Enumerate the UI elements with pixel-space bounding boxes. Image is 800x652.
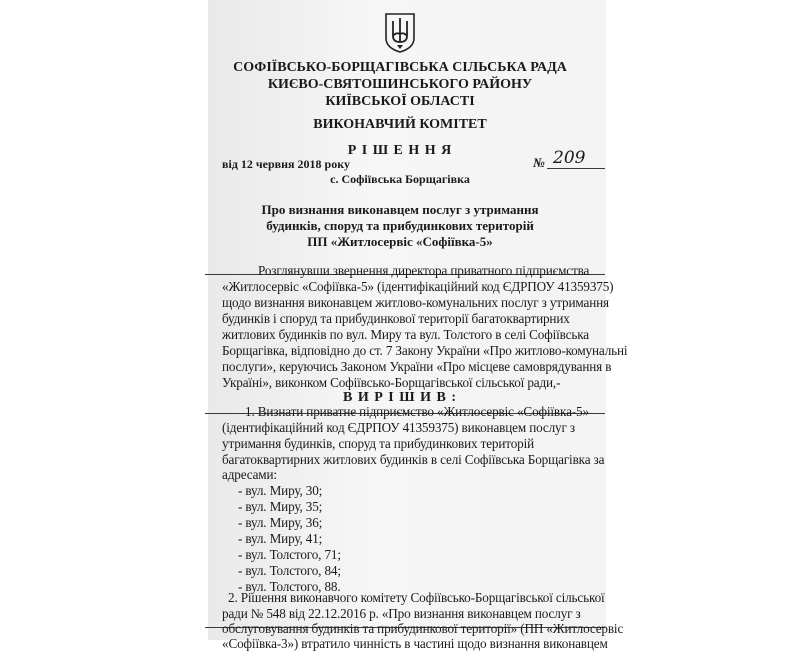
region-title: КИЇВСЬКОЇ ОБЛАСТІ (325, 94, 475, 109)
resolved-heading: В И Р І Ш И В : (343, 390, 457, 405)
item2-line: ради № 548 від 22.12.2016 р. «Про визнання виконавцем послуг з (222, 606, 581, 621)
preamble-line: будинків і споруд та прибудинкової території багатоквартирних (222, 311, 570, 326)
preamble-line: послуги», керуючись Законом України «Про місцеве самоврядування в (222, 359, 612, 374)
preamble-line: щодо визнання виконавцем житлово-комунальних послуг з утримання (222, 295, 609, 310)
decision-number-label: № (533, 155, 545, 170)
decision-number: 209 (553, 148, 586, 168)
decision-place: с. Софіївська Борщагівка (330, 172, 470, 186)
item1-line: утримання будинків, споруд та прибудинкових територій (222, 436, 535, 451)
address-item: - вул. Толстого, 71; (238, 547, 341, 562)
item2-line: обслуговування будинків та прибудинкової території» (ПП «Житлосервіс (222, 621, 624, 636)
subject-line-2: будинків, споруд та прибудинкових територій (266, 218, 534, 233)
item2-line: «Софіївка-3») втратило чинність в частині щодо визнання виконавцем (222, 636, 608, 651)
district-title: КИЄВО-СВЯТОШИНСЬКОГО РАЙОНУ (267, 77, 533, 92)
subject-line-3: ПП «Житлосервіс «Софіївка-5» (307, 234, 493, 249)
address-item: - вул. Толстого, 84; (238, 563, 341, 578)
item1-line: 1. Визнати приватне підприємство «Житлосервіс «Софіївка-5» (245, 404, 589, 419)
number-underline (547, 168, 605, 169)
item1-line: багатоквартирних житлових будинків в селі Софіївська Борщагівка за (222, 452, 605, 467)
decision-date: від 12 червня 2018 року (222, 157, 350, 171)
coat-of-arms-icon (384, 12, 416, 54)
item1-line: (ідентифікаційний код ЄДРПОУ 41359375) виконавцем послуг з (222, 420, 575, 435)
address-item: - вул. Миру, 30; (238, 483, 323, 498)
item1-line: адресами: (222, 467, 277, 482)
committee-title: ВИКОНАВЧИЙ КОМІТЕТ (313, 117, 487, 132)
subject-line-1: Про визнання виконавцем послуг з утримання (261, 202, 539, 217)
item2-line: 2. Рішення виконавчого комітету Софіївсько-Борщагівської сільської (228, 590, 605, 605)
council-title: СОФІЇВСЬКО-БОРЩАГІВСЬКА СІЛЬСЬКА РАДА (233, 60, 567, 75)
preamble-line: Україні», виконком Софіївсько-Борщагівської сільської ради,- (222, 375, 561, 390)
address-item: - вул. Толстого, 88. (238, 579, 341, 594)
address-item: - вул. Миру, 35; (238, 499, 323, 514)
address-item: - вул. Миру, 41; (238, 531, 323, 546)
preamble-line: Борщагівка, відповідно до ст. 7 Закону України «Про житлово-комунальні (222, 343, 628, 358)
preamble-line: Розглянувши звернення директора приватного підприємства (258, 263, 590, 278)
preamble-line: житлових будинків по вул. Миру та вул. Толстого в селі Софіївська (222, 327, 589, 342)
address-item: - вул. Миру, 36; (238, 515, 323, 530)
decision-title: Р І Ш Е Н Н Я (347, 143, 453, 158)
preamble-line: «Житлосервіс «Софіївка-5» (ідентифікаційний код ЄДРПОУ 41359375) (222, 279, 614, 294)
